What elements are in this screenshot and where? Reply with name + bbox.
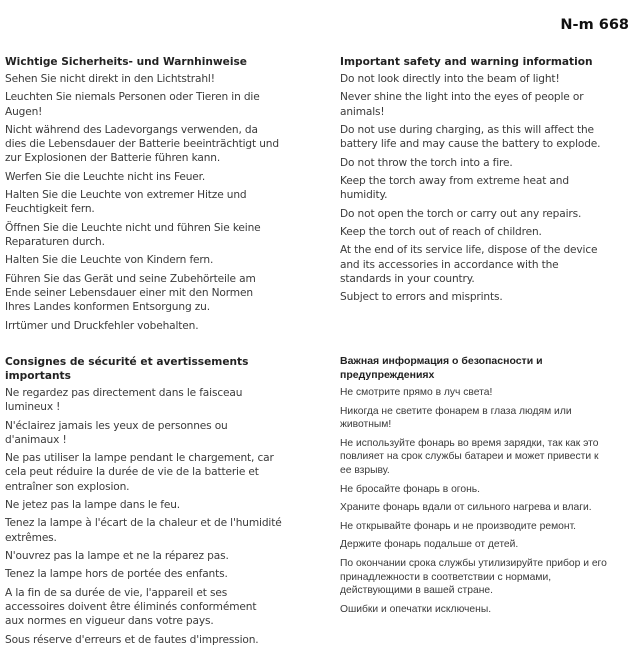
warning-item: At the end of its service life, dispose of the device and its accessories in accordance with the standards in your country.: [340, 244, 598, 285]
warning-item: Leuchten Sie niemals Personen oder Tieren in die Augen!: [5, 91, 260, 118]
warning-item: Держите фонарь подальше от детей.: [340, 539, 519, 551]
warning-item: Ne regardez pas directement dans le faisceau lumineux !: [5, 387, 243, 414]
section-russian: [340, 354, 640, 621]
warning-item: Ne jetez pas la lampe dans le feu.: [5, 498, 181, 511]
model-number: N-m 668: [560, 17, 629, 33]
warning-item: Do not use during charging, as this will affect the battery life and may cause the battery to explode.: [340, 123, 601, 151]
warning-item: Halten Sie die Leuchte von extremer Hitze und Feuchtigkeit fern.: [5, 189, 247, 216]
warning-item: Öffnen Sie die Leuchte nicht und führen Sie keine Reparaturen durch.: [5, 221, 261, 248]
section-french: [5, 355, 325, 651]
warning-item: По окончании срока службы утилизируйте прибор и его принадлежности в соответствии с нормами, действующими в вашей стране.: [340, 557, 607, 597]
warning-item: Не используйте фонарь во время зарядки, так как это повлияет на срок службы батареи и может привести к ее взрыву.: [340, 437, 599, 476]
warning-item: Nicht während des Ladevorgangs verwenden, da dies die Lebensdauer der Batterie beeinträchtigt und zur Explosionen der Batterie führen kann.: [5, 123, 279, 165]
section-german: [5, 55, 325, 337]
section-title: Consignes de sécurité et avertissements importants: [5, 356, 249, 382]
warning-item: Ne pas utiliser la lampe pendant le chargement, car cela peut réduire la durée de vie de la batterie et entraîner son explosion.: [5, 452, 274, 493]
section-title: Важная информация о безопасности и предупреждениях: [340, 355, 543, 381]
warning-item: Tenez la lampe à l'écart de la chaleur et de l'humidité extrêmes.: [5, 517, 282, 544]
warning-item: A la fin de sa durée de vie, l'appareil et ses accessoires doivent être éliminés conformément aux normes en vigueur dans votre pays.: [5, 586, 257, 628]
warning-item: Keep the torch away from extreme heat and humidity.: [340, 174, 569, 202]
warning-item: Не открывайте фонарь и не производите ремонт.: [340, 520, 577, 532]
warning-item: Храните фонарь вдали от сильного нагрева и влаги.: [340, 502, 592, 514]
section-title: Important safety and warning information: [340, 56, 593, 68]
warning-item: Не смотрите прямо в луч света!: [340, 387, 493, 398]
warning-item: Subject to errors and misprints.: [340, 291, 503, 304]
warning-item: N'éclairez jamais les yeux de personnes ou d'animaux !: [5, 419, 228, 446]
warning-item: Irrtümer und Druckfehler vobehalten.: [5, 319, 199, 332]
section-english: [340, 55, 640, 309]
warning-item: Do not open the torch or carry out any repairs.: [340, 207, 582, 220]
warning-item: Tenez la lampe hors de portée des enfants.: [5, 568, 228, 581]
warning-item: N'ouvrez pas la lampe et ne la réparez pas.: [5, 549, 229, 562]
warning-item: Werfen Sie die Leuchte nicht ins Feuer.: [5, 170, 206, 183]
warning-item: Sous réserve d'erreurs et de fautes d'impression.: [5, 633, 259, 646]
warning-item: Ошибки и опечатки исключены.: [340, 603, 492, 615]
warning-item: Führen Sie das Gerät und seine Zubehörteile am Ende seiner Lebensdauer einer mit den Normen Ihres Landes konformen Entsorgung zu.: [5, 272, 256, 314]
warning-item: Никогда не светите фонарем в глаза людям или животным!: [340, 405, 572, 431]
warning-item: Halten Sie die Leuchte von Kindern fern.: [5, 254, 214, 267]
section-title: Wichtige Sicherheits- und Warnhinweise: [5, 56, 247, 68]
warning-item: Keep the torch out of reach of children.: [340, 225, 542, 238]
warning-item: Do not throw the torch into a fire.: [340, 156, 513, 169]
warning-item: Never shine the light into the eyes of people or animals!: [340, 91, 584, 118]
warning-item: Не бросайте фонарь в огонь.: [340, 483, 480, 495]
warning-item: Do not look directly into the beam of light!: [340, 73, 560, 85]
warning-item: Sehen Sie nicht direkt in den Lichtstrahl!: [5, 73, 215, 85]
